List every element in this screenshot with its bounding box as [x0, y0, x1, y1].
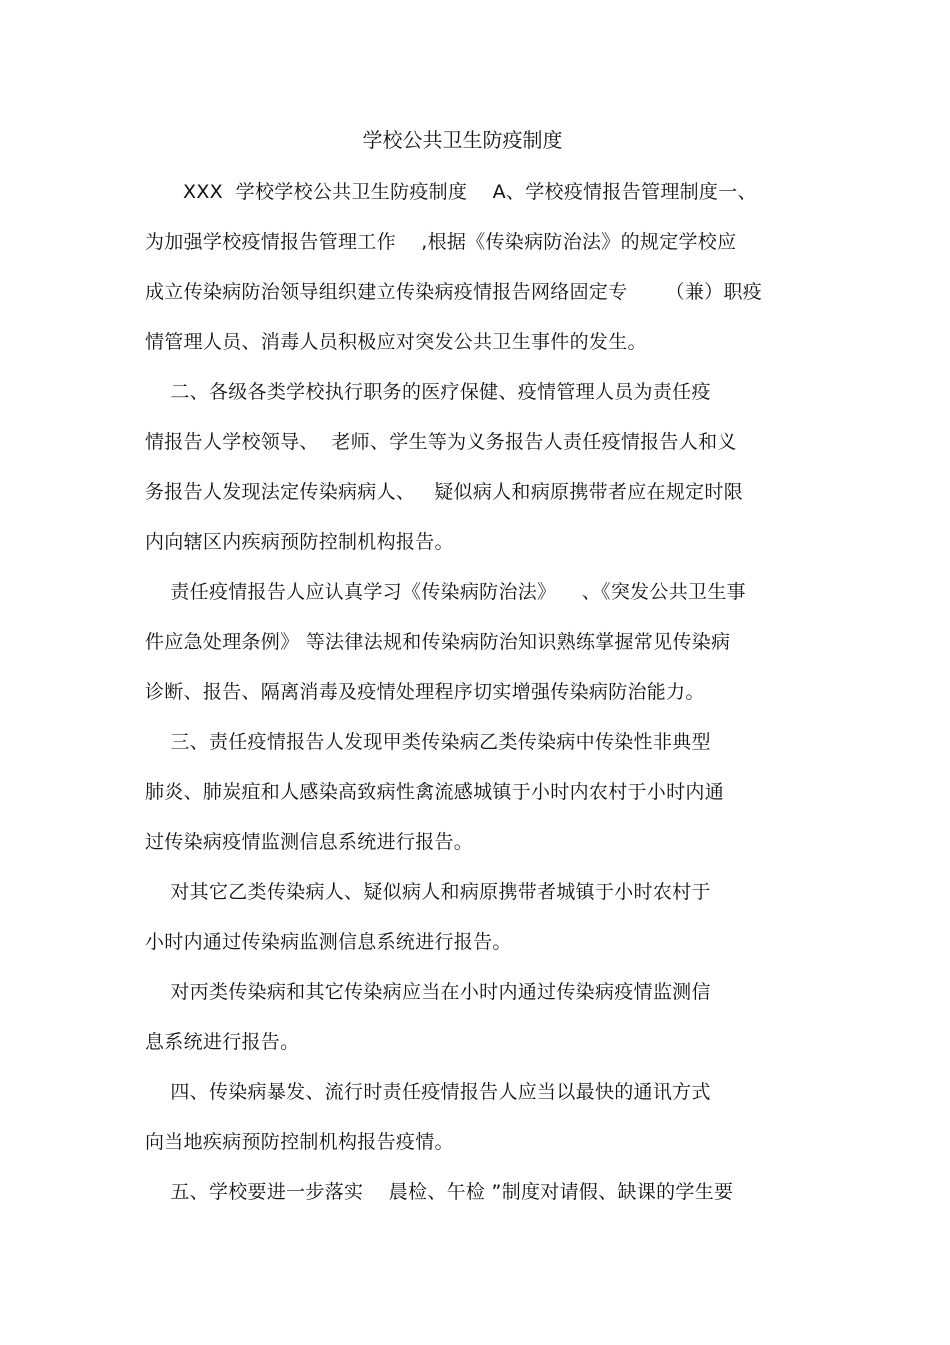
- body-line-10: 件应急处理条例》 等法律法规和传染病防治知识熟练掌握常见传染病: [145, 631, 731, 653]
- body-line-4: 情管理人员、消毒人员积极应对突发公共卫生事件的发生。: [145, 331, 647, 353]
- body-line-6: 情报告人学校领导、 老师、学生等为义务报告人责任疫情报告人和义: [145, 431, 737, 453]
- body-line-1: XXX 学校学校公共卫生防疫制度 A、学校疫情报告管理制度一、: [145, 181, 757, 203]
- body-line-7: 务报告人发现法定传染病病人、 疑似病人和病原携带者应在规定时限: [145, 481, 744, 503]
- body-line-16: 小时内通过传染病监测信息系统进行报告。: [145, 931, 512, 953]
- body-line-8: 内向辖区内疾病预防控制机构报告。: [145, 531, 454, 553]
- body-line-13: 肺炎、肺炭疽和人感染高致病性禽流感城镇于小时内农村于小时内通: [145, 781, 725, 803]
- body-line-19: 四、传染病暴发、流行时责任疫情报告人应当以最快的通讯方式: [145, 1081, 711, 1103]
- body-line-5: 二、各级各类学校执行职务的医疗保健、疫情管理人员为责任疫: [145, 381, 711, 403]
- body-line-2: 为加强学校疫情报告管理工作 ,根据《传染病防治法》的规定学校应: [145, 231, 737, 253]
- body-line-3: 成立传染病防治领导组织建立传染病疫情报告网络固定专 （兼）职疫: [145, 281, 763, 303]
- body-line-9: 责任疫情报告人应认真学习《传染病防治法》 、《突发公共卫生事: [145, 581, 746, 603]
- body-line-20: 向当地疾病预防控制机构报告疫情。: [145, 1131, 454, 1153]
- body-line-12: 三、责任疫情报告人发现甲类传染病乙类传染病中传染性非典型: [145, 731, 711, 753]
- document-title: 学校公共卫生防疫制度: [362, 128, 563, 152]
- body-line-15: 对其它乙类传染病人、疑似病人和病原携带者城镇于小时农村于: [145, 881, 711, 903]
- body-line-11: 诊断、报告、隔离消毒及疫情处理程序切实增强传染病防治能力。: [145, 681, 705, 703]
- body-line-17: 对丙类传染病和其它传染病应当在小时内通过传染病疫情监测信: [145, 981, 711, 1003]
- body-line-18: 息系统进行报告。: [145, 1031, 300, 1053]
- body-line-14: 过传染病疫情监测信息系统进行报告。: [145, 831, 474, 853]
- body-line-21: 五、学校要进一步落实 晨检、午检 ”制度对请假、缺课的学生要: [145, 1181, 734, 1203]
